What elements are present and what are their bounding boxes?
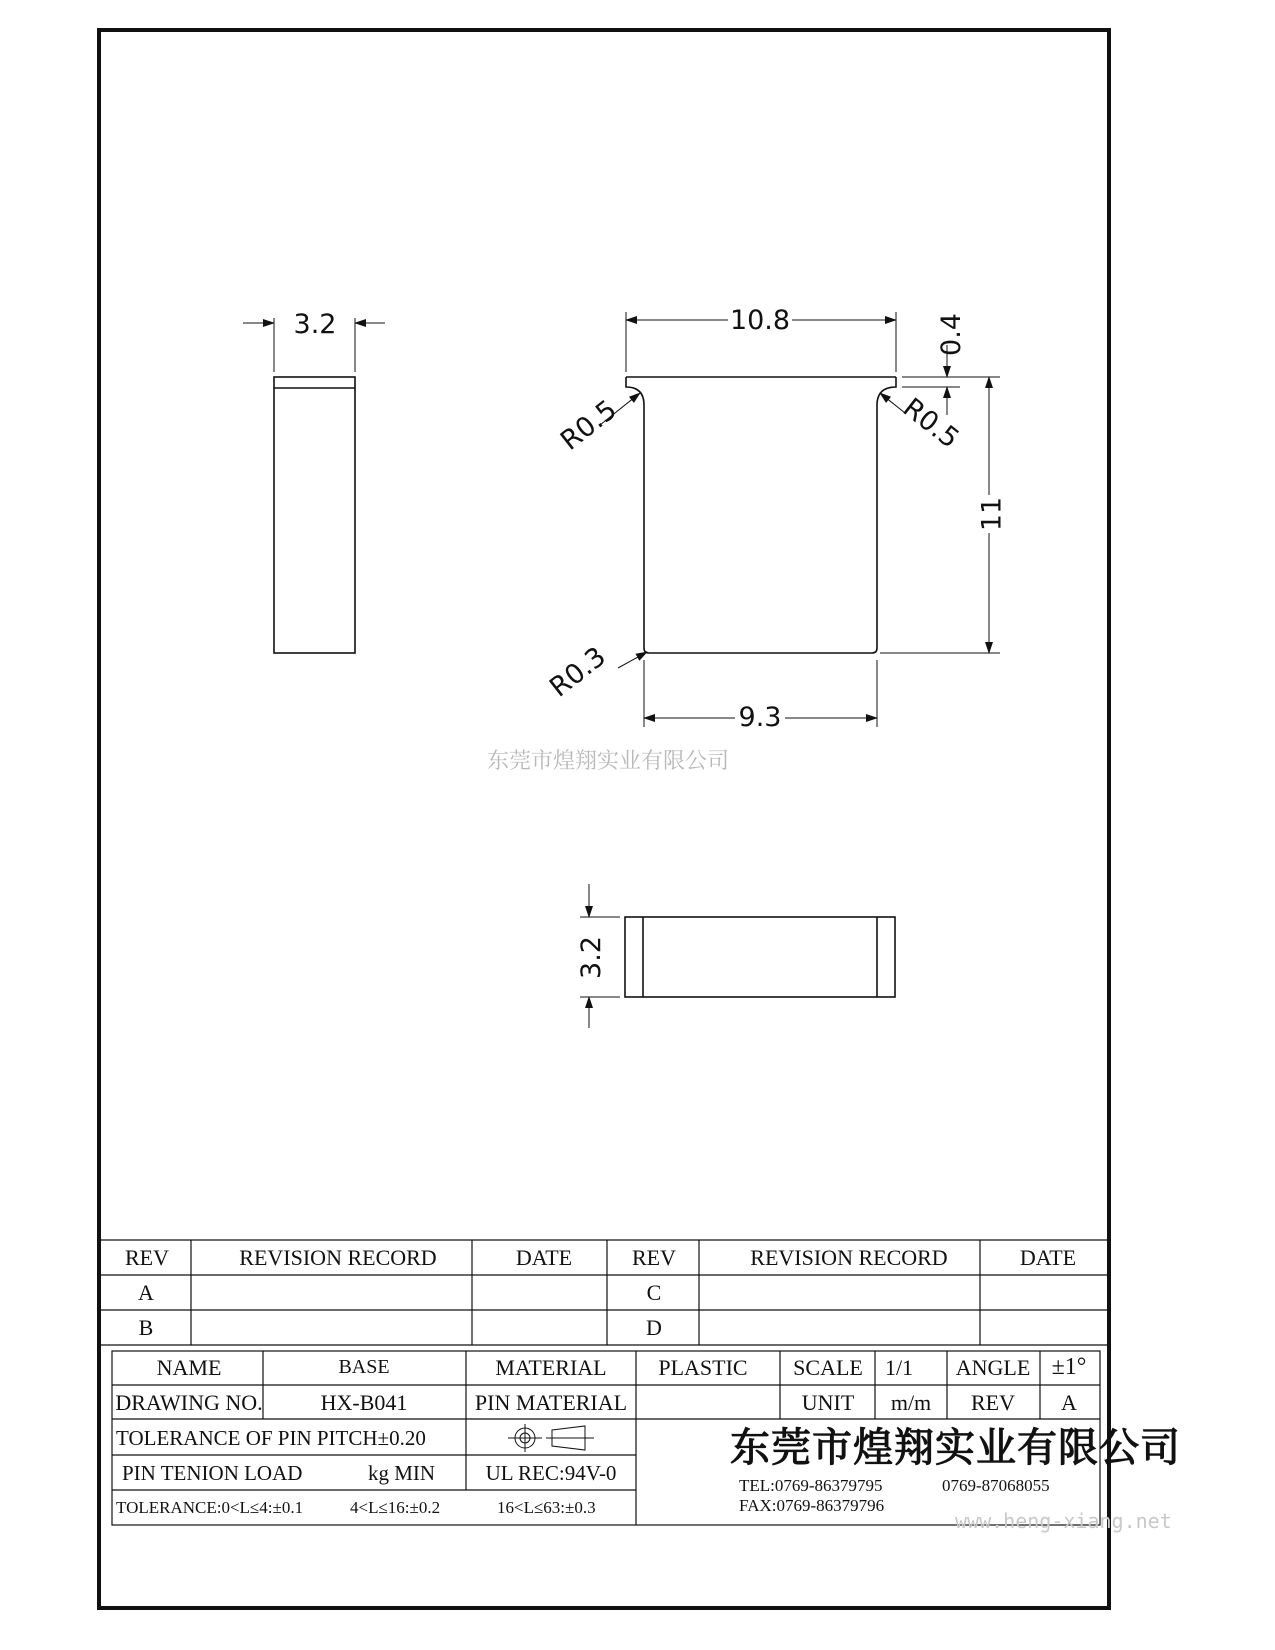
scale-value: 1/1 bbox=[884, 1355, 914, 1380]
name-label: NAME bbox=[156, 1355, 222, 1380]
bottom-view bbox=[575, 884, 895, 1028]
date-header-1: DATE bbox=[515, 1245, 573, 1270]
revision-record-header-2: REVISION RECORD bbox=[750, 1245, 948, 1270]
unit-label: UNIT bbox=[801, 1390, 855, 1415]
pin-tension-label: PIN TENION LOAD bbox=[122, 1461, 303, 1485]
projection-symbol-icon bbox=[508, 1424, 594, 1452]
rev-header-1: REV bbox=[125, 1245, 169, 1270]
name-value: BASE bbox=[338, 1356, 390, 1378]
company-tel-2: 0769-87068055 bbox=[942, 1476, 1050, 1495]
company-tel-1: TEL:0769-86379795 bbox=[739, 1476, 883, 1495]
rev-label: REV bbox=[971, 1390, 1015, 1415]
scale-label: SCALE bbox=[793, 1355, 863, 1380]
tolerance-range-3: 16<L≤63:±0.3 bbox=[497, 1498, 596, 1517]
rev-value: A bbox=[1061, 1390, 1077, 1415]
dim-bottom-view-height: 3.2 bbox=[575, 936, 607, 979]
drawing-no-value: HX-B041 bbox=[320, 1390, 408, 1415]
company-name: 东莞市煌翔实业有限公司 bbox=[730, 1425, 1181, 1470]
angle-value: ±1° bbox=[1051, 1354, 1087, 1380]
footer-watermark: www.heng-xiang.net bbox=[955, 1509, 1172, 1533]
front-view bbox=[600, 312, 1000, 727]
tolerance-range-1: TOLERANCE:0<L≤4:±0.1 bbox=[116, 1498, 304, 1517]
ul-rec: UL REC:94V-0 bbox=[485, 1461, 617, 1485]
dim-side-width: 3.2 bbox=[293, 309, 337, 340]
dim-bottom-width: 9.3 bbox=[738, 702, 782, 733]
dim-height: 11 bbox=[976, 496, 1008, 532]
angle-label: ANGLE bbox=[955, 1355, 1031, 1380]
rev-header-2: REV bbox=[632, 1245, 676, 1270]
dim-radius-bottom: R0.3 bbox=[544, 641, 612, 704]
material-label: MATERIAL bbox=[495, 1355, 607, 1380]
company-fax: FAX:0769-86379796 bbox=[739, 1496, 885, 1515]
rev-cell-a: A bbox=[138, 1280, 154, 1305]
tolerance-range-2: 4<L≤16:±0.2 bbox=[350, 1498, 441, 1517]
drawing-no-label: DRAWING NO. bbox=[115, 1390, 263, 1415]
dim-radius-top-left: R0.5 bbox=[554, 394, 623, 457]
pin-tension-unit: kg MIN bbox=[368, 1461, 436, 1485]
rev-cell-c: C bbox=[646, 1280, 662, 1305]
dim-top-width: 10.8 bbox=[729, 305, 791, 336]
material-value: PLASTIC bbox=[658, 1355, 748, 1380]
revision-record-header-1: REVISION RECORD bbox=[239, 1245, 437, 1270]
unit-value: m/m bbox=[890, 1390, 932, 1415]
tolerance-pin-pitch: TOLERANCE OF PIN PITCH±0.20 bbox=[116, 1426, 426, 1450]
dim-radius-top-right: R0.5 bbox=[896, 392, 965, 455]
rev-cell-b: B bbox=[138, 1315, 154, 1340]
pin-material-label: PIN MATERIAL bbox=[474, 1390, 628, 1415]
rev-cell-d: D bbox=[646, 1315, 662, 1340]
watermark-company: 东莞市煌翔实业有限公司 bbox=[486, 749, 730, 774]
dim-flange-thickness: 0.4 bbox=[935, 313, 967, 356]
side-view bbox=[243, 318, 385, 653]
date-header-2: DATE bbox=[1019, 1245, 1077, 1270]
